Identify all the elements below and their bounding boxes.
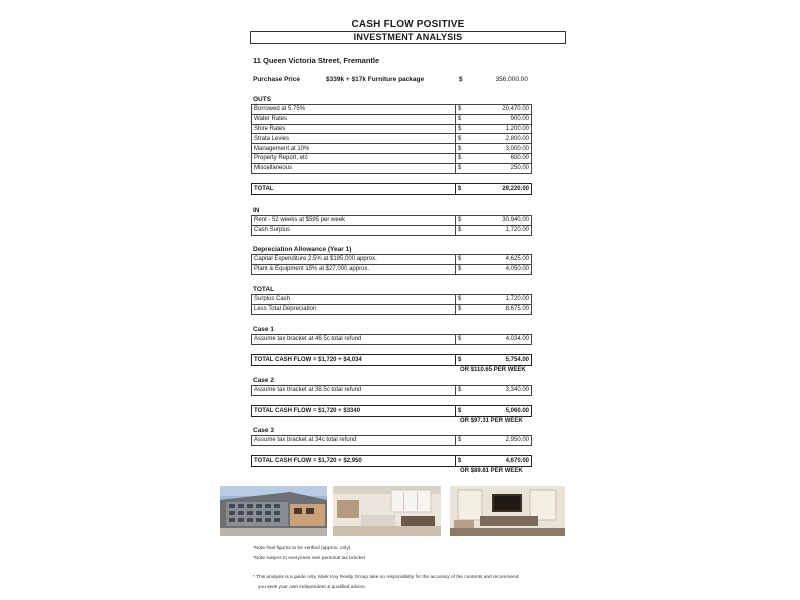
case1-table [251,334,532,345]
row-label: Borrowed at 5.75% [252,105,456,115]
total-row [252,456,532,467]
total-amount: 4,670.00 [468,456,532,467]
table-row [252,163,532,173]
table-row [252,335,532,345]
depreciation-table [251,254,532,275]
total-amount: 5,060.00 [468,406,532,417]
total-row [252,184,532,195]
table-row [252,255,532,265]
case1-total-table [251,354,532,366]
row-amount: 3,000.00 [468,144,532,154]
case2-total-table [251,405,532,417]
total-currency: $ [456,184,468,195]
case2-table [251,385,532,396]
note-verification: *Note final figures to be verified (approx. only) [253,546,351,551]
table-row [252,225,532,235]
total-label: TOTAL CASH FLOW = $1,720 + $3340 [252,406,456,417]
row-label: Capital Expenditure 2.5% at $185,000 approx. [252,255,456,265]
row-label: Strata Levies [252,134,456,144]
case3-total-table [251,455,532,467]
row-amount: 4,050.00 [468,264,532,274]
total-row [252,406,532,417]
table-row [252,304,532,314]
row-currency: $ [456,216,468,226]
row-currency: $ [456,105,468,115]
total-label: TOTAL [252,184,456,195]
total-currency: $ [456,355,468,366]
row-currency: $ [456,114,468,124]
building-exterior-photo [220,486,327,536]
row-amount: 2,800.00 [468,134,532,144]
table-row [252,295,532,305]
row-label: Cash Surplus [252,225,456,235]
table-row [252,386,532,396]
row-label: Management at 10% [252,144,456,154]
purchase-price-label: Purchase Price [253,76,300,83]
row-label: Assume tax bracket at 34c total refund [252,436,456,446]
total-currency: $ [456,406,468,417]
case3-heading: Case 3 [253,427,274,434]
row-currency: $ [456,124,468,134]
case3-table [251,435,532,446]
document-title: CASH FLOW POSITIVE [351,19,465,30]
row-amount: 2,950.00 [468,436,532,446]
row-label: Surplus Cash [252,295,456,305]
purchase-price-currency: $ [459,76,463,83]
property-address: 11 Queen Victoria Street, Fremantle [253,56,380,65]
row-currency: $ [456,295,468,305]
table-row [252,216,532,226]
in-table [251,215,532,236]
living-room-illustration [333,486,441,536]
outs-table [251,104,532,174]
table-row [252,153,532,163]
total-currency: $ [456,456,468,467]
row-label: Shire Rates [252,124,456,134]
total-amount: 5,754.00 [468,355,532,366]
table-row [252,264,532,274]
total-row [252,355,532,366]
total-section-table [251,294,532,315]
in-heading: IN [253,207,260,214]
row-label: Plant & Equipment 15% at $27,000 approx. [252,264,456,274]
total-label: TOTAL CASH FLOW = $1,720 + $4,034 [252,355,456,366]
table-row [252,134,532,144]
row-amount: 3,340.00 [468,386,532,396]
row-amount: 600.00 [468,153,532,163]
row-label: Property Report, etc [252,153,456,163]
lounge-interior-photo [450,486,565,536]
case1-heading: Case 1 [253,326,274,333]
row-label: Miscellaneous [252,163,456,173]
row-currency: $ [456,436,468,446]
disclaimer-line2: you seek your own independent & qualified advice. [258,585,367,590]
row-currency: $ [456,134,468,144]
total-label: TOTAL CASH FLOW = $1,720 + $2,950 [252,456,456,467]
row-amount: 250.00 [468,163,532,173]
case2-weekly: OR $97.31 PER WEEK [460,418,523,424]
outs-heading: OUTS [253,96,272,103]
depreciation-heading: Depreciation Allowance (Year 1) [253,246,352,253]
disclaimer-line1: * This analysis is a guide only. Mark Key Realty Group take no responsibility for the accuracy of the contents and recommend [253,575,519,580]
row-currency: $ [456,264,468,274]
case1-weekly: OR $110.65 PER WEEK [460,367,526,373]
table-row [252,105,532,115]
row-currency: $ [456,163,468,173]
note-tax-bracket: *Note subject to everyones own personal tax bracket [253,556,365,561]
table-row [252,124,532,134]
row-amount: 20,470.00 [468,105,532,115]
row-amount: 900.00 [468,114,532,124]
purchase-price-amount: 356,000.00 [495,76,528,83]
row-currency: $ [456,225,468,235]
row-currency: $ [456,255,468,265]
table-row [252,144,532,154]
row-amount: 8,675.00 [468,304,532,314]
lounge-interior-illustration [450,486,565,536]
building-exterior-illustration [220,486,327,536]
row-currency: $ [456,153,468,163]
row-label: Rent - 52 weeks at $595 per week [252,216,456,226]
table-row [252,114,532,124]
row-label: Less Total Depreciation [252,304,456,314]
case2-heading: Case 2 [253,377,274,384]
row-amount: 1,720.00 [468,225,532,235]
row-currency: $ [456,386,468,396]
row-label: Assume tax bracket at 46.5c total refund [252,335,456,345]
row-currency: $ [456,304,468,314]
row-amount: 1,200.00 [468,124,532,134]
row-label: Assume tax bracket at 38.5c total refund [252,386,456,396]
total-section-heading: TOTAL [253,286,275,293]
case3-weekly: OR $89.81 PER WEEK [460,468,523,474]
living-room-photo [333,486,441,536]
table-row [252,436,532,446]
row-currency: $ [456,335,468,345]
row-amount: 4,034.00 [468,335,532,345]
purchase-price-description: $339k + $17k Furniture package [326,76,425,83]
row-amount: 30,940.00 [468,216,532,226]
row-currency: $ [456,144,468,154]
row-amount: 1,720.00 [468,295,532,305]
row-amount: 4,625.00 [468,255,532,265]
row-label: Water Rates [252,114,456,124]
document-subtitle-box: INVESTMENT ANALYSIS [250,31,566,44]
total-amount: 29,220.00 [468,184,532,195]
outs-total-table [251,183,532,195]
